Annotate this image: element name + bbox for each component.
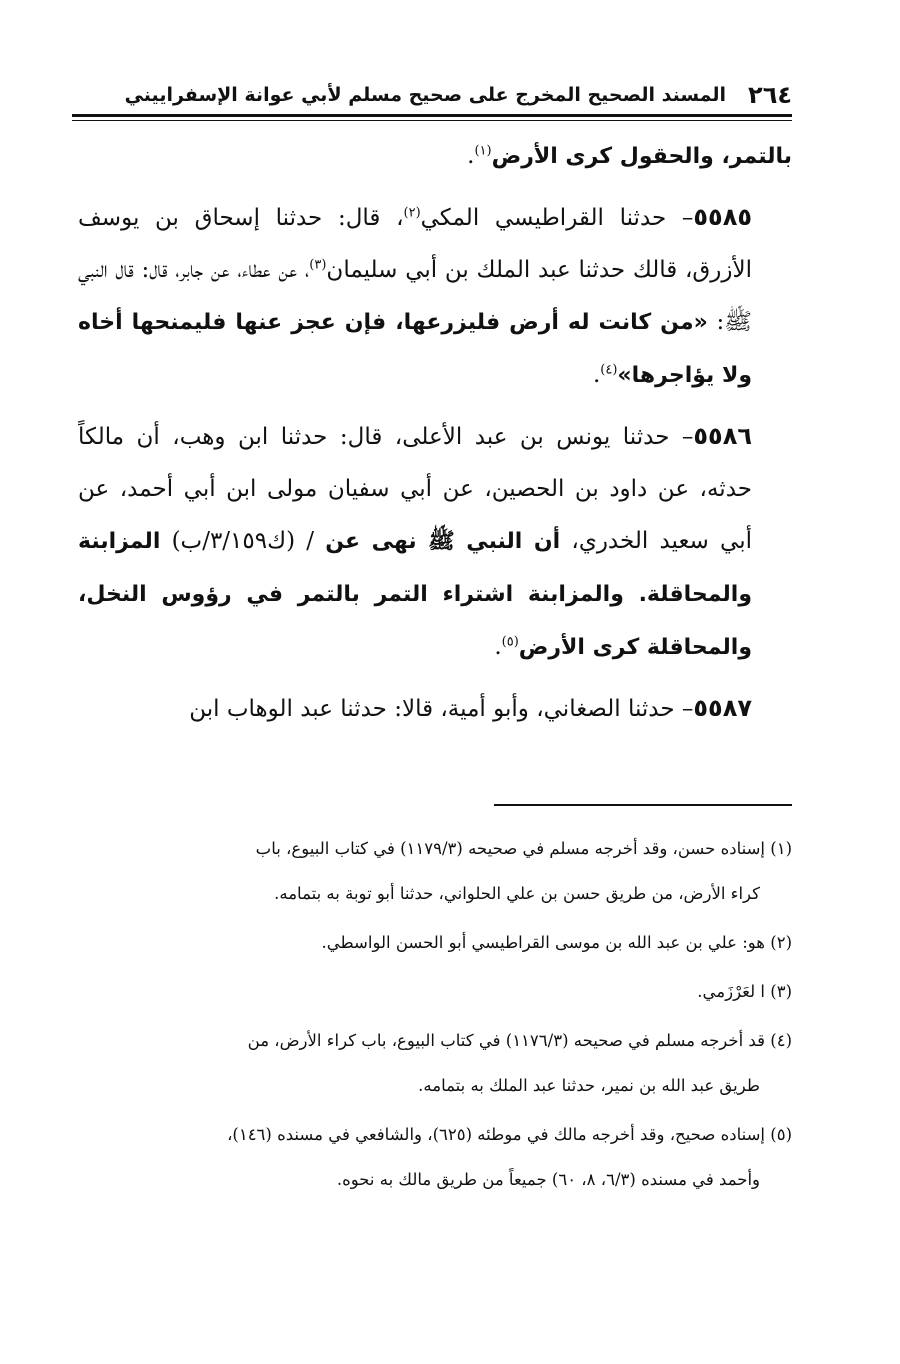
- page-number: ٢٦٤: [748, 81, 792, 109]
- continuation-paragraph: [78, 130, 792, 183]
- footnote-text: هو: علي بن عبد الله بن موسى القراطيسي أبو الحسن الواسطي.: [321, 933, 765, 952]
- footnote-line: [78, 826, 792, 871]
- prophetic-saying: أن النبي ﷺ نهى عن: [325, 529, 561, 554]
- footnote-line: كراء الأرض، من طريق حسن بن علي الحلواني، حدثنا أبو توبة به بتمامه.: [274, 884, 760, 903]
- footnote-line: [78, 969, 792, 1014]
- footnote-separator: [494, 804, 792, 806]
- footnote-number: (٥): [770, 1125, 792, 1144]
- manuscript-ref: / (ك٣/١٥٩/ب): [160, 528, 326, 554]
- footnote-ref: (٥): [501, 634, 519, 650]
- hadith-5585: [78, 191, 792, 402]
- hadith-text: ، عن عطاء، عن جابر، قال: قال النبي ﷺ:: [78, 257, 752, 335]
- footnote-line: [78, 1112, 792, 1157]
- continuation-text: بالتمر، والحقول كرى الأرض: [491, 144, 792, 169]
- punctuation: .: [467, 143, 475, 169]
- footnote-3: [78, 969, 792, 1014]
- footnotes: [78, 826, 792, 1206]
- hadith-number: ٥٥٨٥: [693, 203, 752, 231]
- punctuation: .: [494, 634, 502, 660]
- hadith-5587: [78, 682, 792, 735]
- footnote-2: [78, 920, 792, 965]
- footnote-1: [78, 826, 792, 916]
- footnote-number: (٣): [770, 982, 792, 1001]
- footnote-ref: (٢): [403, 205, 421, 221]
- main-text: [78, 130, 792, 743]
- footnote-line: [78, 1018, 792, 1063]
- hadith-text: – حدثنا يونس بن عبد الأعلى، قال: حدثنا ابن وهب، أن مالكاً حدثه، عن داود بن الحصين، عن أبي سفيان مولى ابن أبي أحمد، عن أبي سعيد الخدري،: [78, 424, 752, 554]
- header-rule: [72, 114, 792, 117]
- footnote-5: [78, 1112, 792, 1202]
- footnote-text: ا لعَرْزَمي.: [697, 982, 765, 1001]
- footnote-ref: (١): [474, 143, 492, 159]
- footnote-line: وأحمد في مسنده (٦/٣، ٨، ٦٠) جميعاً من طريق مالك به نحوه.: [336, 1170, 760, 1189]
- footnote-text: قد أخرجه مسلم في صحيحه (١١٧٦/٣) في كتاب البيوع، باب كراء الأرض، من: [247, 1031, 765, 1050]
- footnote-number: (٤): [770, 1031, 792, 1050]
- footnote-line: طريق عبد الله بن نمير، حدثنا عبد الملك به بتمامه.: [418, 1076, 760, 1095]
- running-header: [78, 78, 792, 112]
- hadith-text: – حدثنا القراطيسي المكي: [420, 205, 694, 231]
- footnote-text: إسناده صحيح، وقد أخرجه مالك في موطئه (٦٢٥)، والشافعي في مسنده (١٤٦)،: [227, 1125, 765, 1144]
- hadith-number: ٥٥٨٧: [693, 694, 752, 722]
- punctuation: .: [592, 362, 601, 388]
- prophetic-saying: «من كانت له أرض فليزرعها، فإن عجز عنها فليمنحها أخاه ولا يؤاجرها»: [78, 310, 752, 388]
- footnote-line: [78, 920, 792, 965]
- footnote-ref: (٤): [600, 362, 618, 378]
- hadith-text: – حدثنا الصغاني، وأبو أمية، قالا: حدثنا عبد الوهاب ابن: [189, 696, 694, 722]
- footnote-ref: (٣): [309, 257, 327, 273]
- hadith-number: ٥٥٨٦: [693, 422, 752, 450]
- hadith-text: ، قال: حدثنا إسحاق بن يوسف الأزرق، قالك حدثنا عبد الملك بن أبي سليمان: [78, 205, 752, 283]
- footnote-number: (٢): [770, 933, 792, 952]
- prophetic-saying: المزابنة والمحاقلة. والمزابنة اشتراء التمر بالتمر في رؤوس النخل، والمحاقلة كرى الأرض: [78, 529, 752, 660]
- hadith-5586: [78, 410, 792, 674]
- footnote-number: (١): [770, 839, 792, 858]
- footnote-4: [78, 1018, 792, 1108]
- footnote-text: إسناده حسن، وقد أخرجه مسلم في صحيحه (١١٧٩/٣) في كتاب البيوع، باب: [255, 839, 765, 858]
- header-rule-thin: [72, 120, 792, 121]
- running-title: المسند الصحيح المخرج على صحيح مسلم لأبي عوانة الإسفراييني: [124, 84, 727, 106]
